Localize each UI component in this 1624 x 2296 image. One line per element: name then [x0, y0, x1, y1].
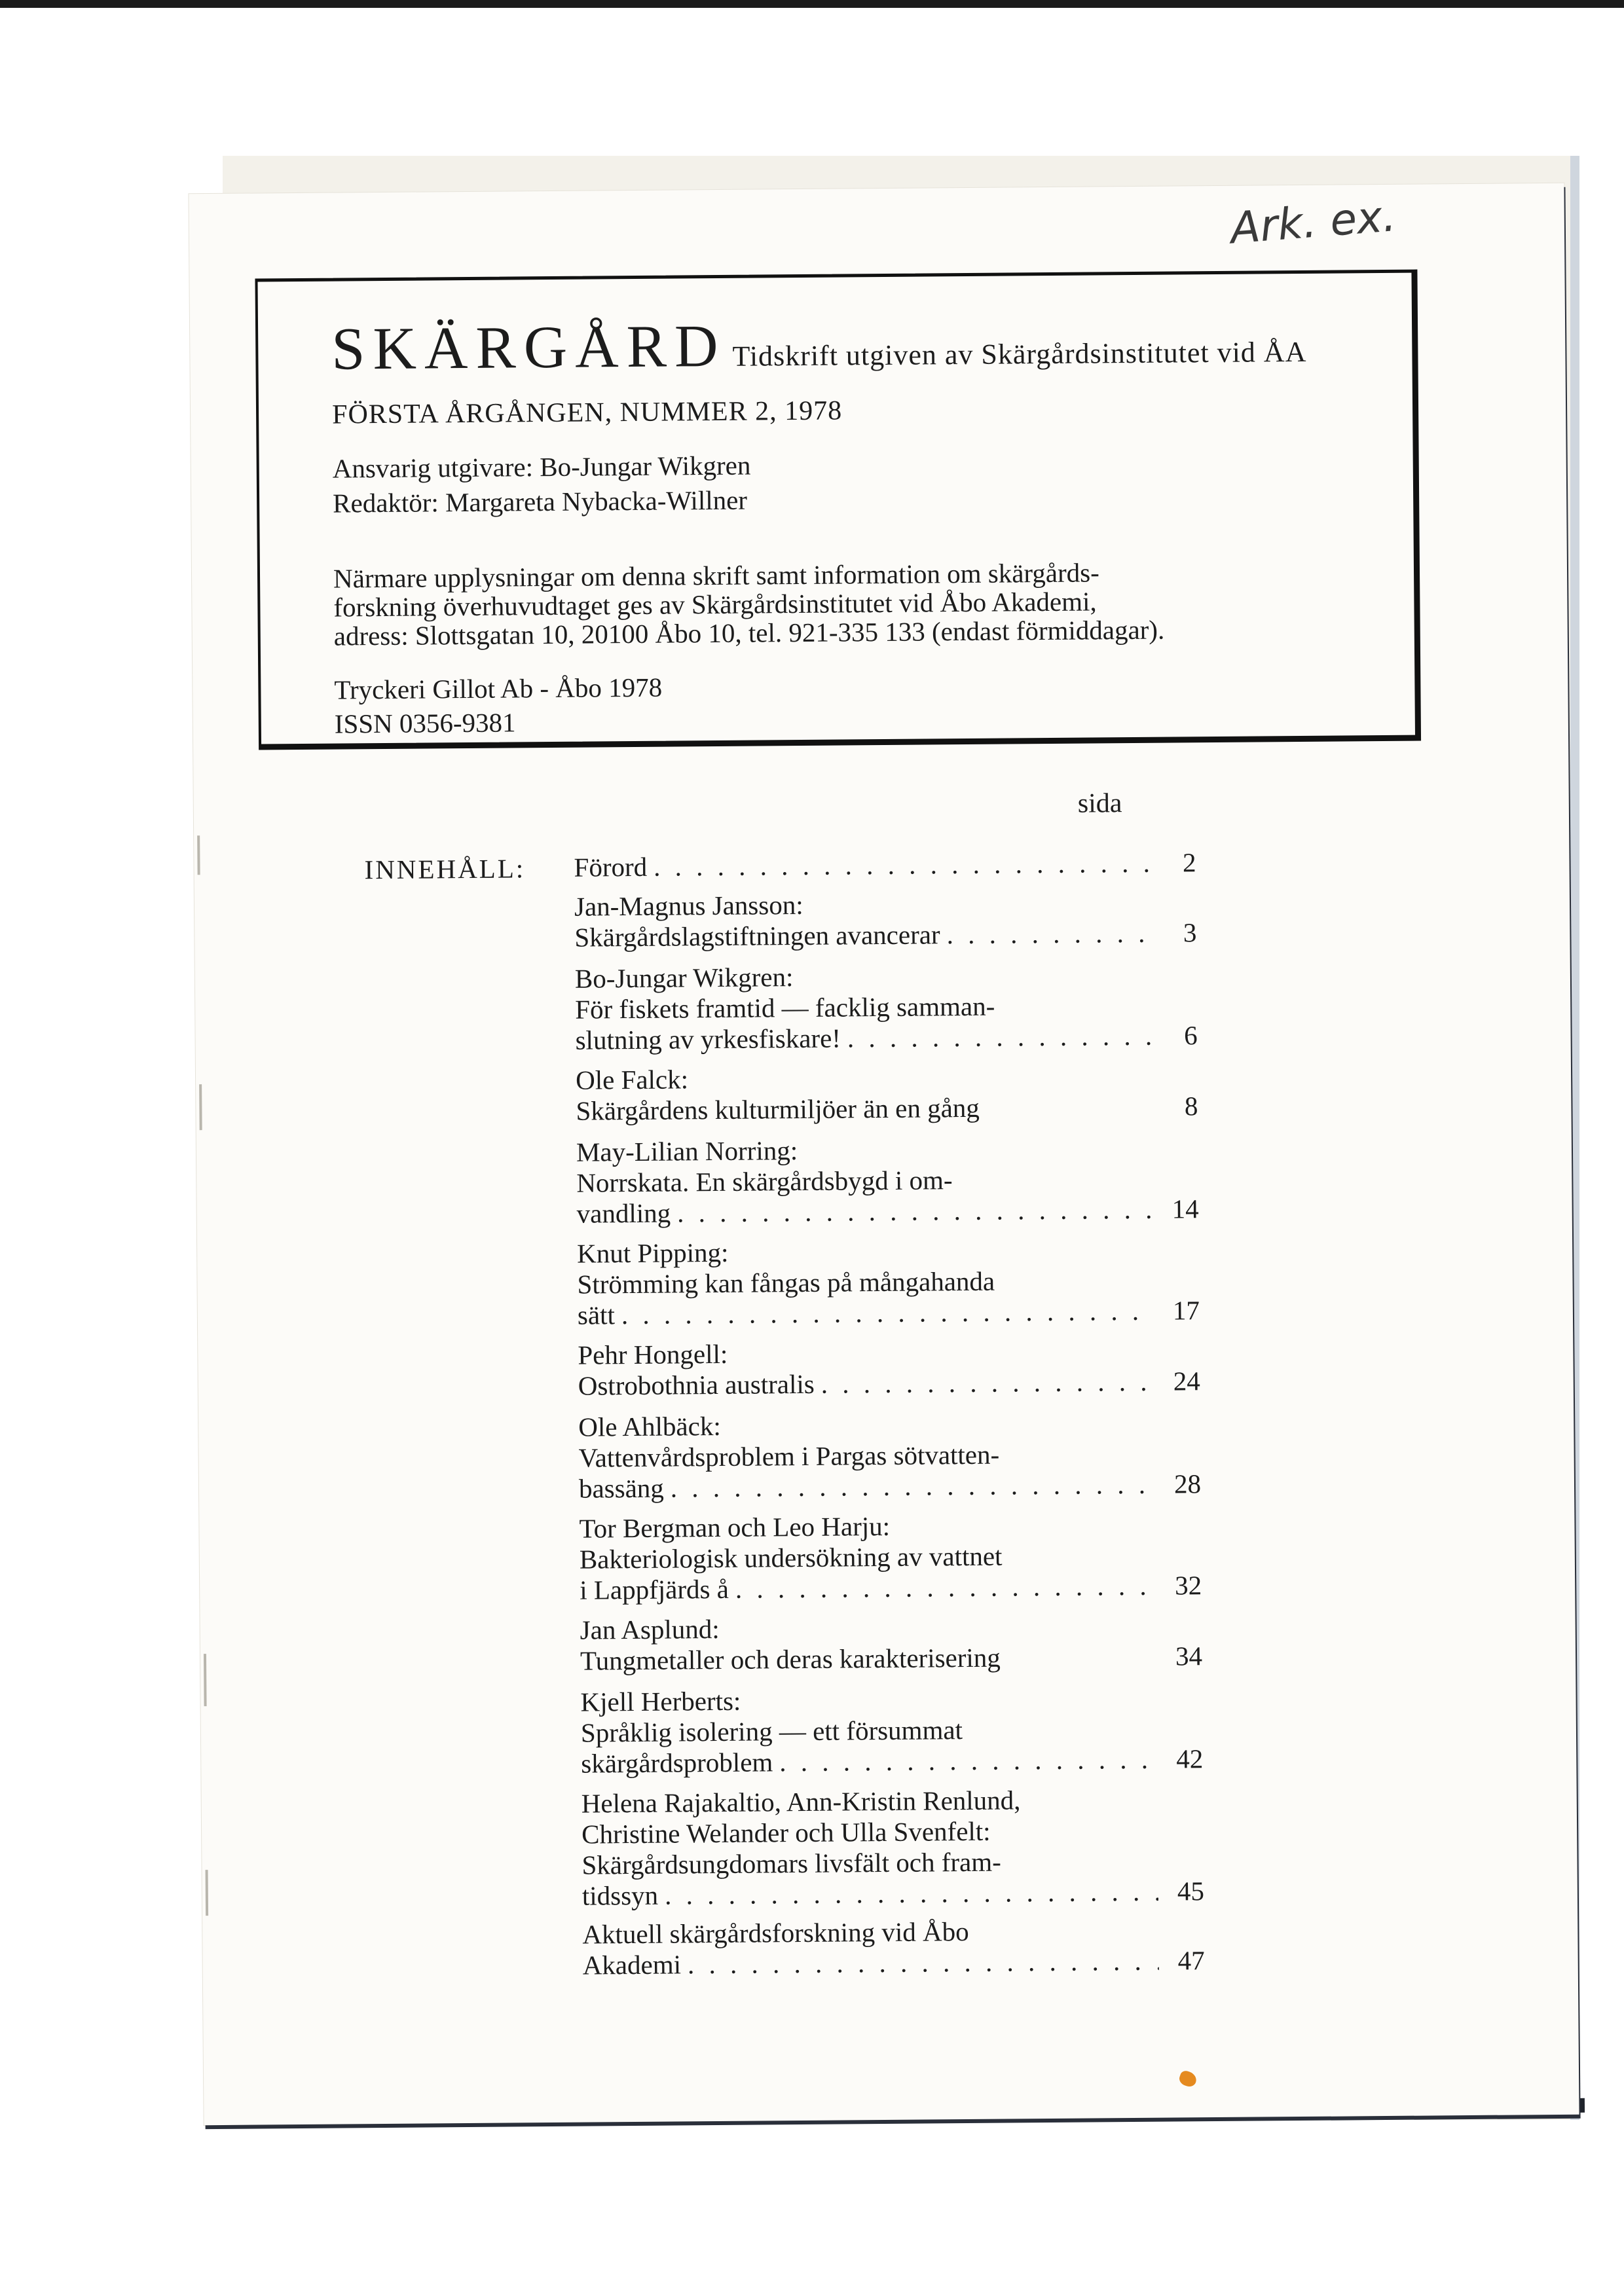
toc-author: Jan-Magnus Jansson: — [574, 889, 803, 922]
toc-entry — [580, 1610, 1203, 1676]
toc-title: Skärgårdslagstiftningen avancerar — [574, 919, 940, 953]
toc-title: Språklig isolering — ett försummat — [580, 1715, 963, 1748]
toc-author: Ole Falck: — [575, 1064, 689, 1095]
toc-entry — [582, 1914, 1205, 1980]
binding-stitch — [199, 1084, 202, 1130]
toc-author: Pehr Hongell: — [578, 1338, 728, 1370]
toc-entry — [580, 1682, 1203, 1779]
leader-dots — [946, 918, 1151, 950]
masthead-box — [255, 270, 1421, 750]
toc-page-number: 14 — [1172, 1194, 1199, 1224]
toc-author: Ole Ahlbäck: — [578, 1410, 721, 1442]
toc-entry — [576, 1132, 1199, 1229]
toc-entry — [576, 1060, 1198, 1126]
toc-author: May-Lilian Norring: — [576, 1135, 798, 1167]
contents-label: INNEHÅLL: — [364, 853, 526, 885]
printer-line: Tryckeri Gillot Ab - Åbo 1978 — [334, 672, 663, 705]
toc-entry — [575, 958, 1198, 1055]
toc-entry — [578, 1407, 1201, 1504]
binding-stitch — [204, 1654, 207, 1706]
leader-dots — [654, 848, 1151, 883]
toc-title: tidssyn — [581, 1880, 659, 1911]
toc-page-number: 3 — [1183, 917, 1197, 948]
toc-page-number: 47 — [1177, 1945, 1205, 1976]
toc-page-number: 17 — [1172, 1295, 1200, 1326]
toc-title: Norrskata. En skärgårdsbygd i om- — [576, 1165, 953, 1198]
toc-title: Akademi — [582, 1949, 682, 1980]
toc-author: Christine Welander och Ulla Svenfelt: — [581, 1815, 991, 1850]
scan-top-edge — [0, 0, 1624, 8]
toc-title: Ostrobothnia australis — [578, 1368, 815, 1401]
info-line: Närmare upplysningar om denna skrift samt information om skärgårds- — [333, 557, 1099, 594]
toc-title: Skärgårdens kulturmiljöer än en gång — [576, 1092, 980, 1126]
toc-page-number: 6 — [1183, 1020, 1198, 1051]
toc-author: Helena Rajakaltio, Ann-Kristin Renlund, — [581, 1785, 1021, 1819]
toc-page-number: 28 — [1173, 1468, 1202, 1499]
leader-dots — [688, 1946, 1159, 1980]
toc-title: För fiskets framtid — facklig samman- — [575, 991, 995, 1025]
toc-title: skärgårdsproblem — [581, 1747, 773, 1779]
toc-entry — [574, 847, 1196, 883]
toc-title: Aktuell skärgårdsforskning vid Åbo — [582, 1916, 969, 1950]
toc-page-number: 2 — [1182, 847, 1196, 878]
toc-title: slutning av yrkesfiskare! — [575, 1023, 841, 1055]
toc-author: Tor Bergman och Leo Harju: — [579, 1510, 891, 1544]
volume-line: FÖRSTA ÅRGÅNGEN, NUMMER 2, 1978 — [331, 395, 843, 430]
info-line: adress: Slottsgatan 10, 20100 Åbo 10, tel. 921-335 133 (endast förmiddagar). — [333, 614, 1165, 651]
toc-title: Tungmetaller och deras karakterisering — [580, 1642, 1001, 1676]
toc-page-number: 45 — [1177, 1876, 1205, 1906]
editor-line: Redaktör: Margareta Nybacka-Willner — [332, 484, 748, 519]
toc-page-number: 34 — [1175, 1641, 1203, 1671]
journal-title: SKÄRGÅRD — [331, 312, 726, 382]
publisher-line: Ansvarig utgivare: Bo-Jungar Wikgren — [332, 450, 751, 484]
leader-dots — [677, 1194, 1153, 1229]
journal-tagline: Tidskrift utgiven av Skärgårdsinstitutet vid ÅA — [732, 335, 1307, 373]
binding-stitch — [197, 835, 200, 875]
leader-dots — [621, 1296, 1154, 1330]
issn-line: ISSN 0356-9381 — [334, 707, 516, 739]
leader-dots — [821, 1366, 1154, 1400]
toc-title: vandling — [576, 1197, 671, 1229]
toc-author: Bo-Jungar Wikgren: — [574, 962, 794, 994]
toc-entry — [578, 1335, 1200, 1401]
leader-dots — [779, 1744, 1157, 1778]
toc-page-number: 8 — [1184, 1091, 1198, 1121]
toc-author: Kjell Herberts: — [580, 1685, 741, 1717]
toc-title: Strömming kan fångas på mångahanda — [577, 1266, 995, 1300]
toc-entry — [579, 1508, 1202, 1605]
leader-dots — [671, 1469, 1156, 1504]
handwritten-note: Ark. ex. — [1228, 191, 1398, 254]
page-column-header: sida — [1077, 788, 1122, 819]
leader-dots — [665, 1876, 1158, 1911]
masthead-title-row — [331, 306, 1307, 384]
toc-entry — [577, 1233, 1200, 1330]
info-line: forskning överhuvudtaget ges av Skärgårdsinstitutet vid Åbo Akademi, — [333, 586, 1097, 623]
orange-stain-mark — [1177, 2069, 1198, 2088]
toc-author: Jan Asplund: — [580, 1613, 720, 1645]
toc-entry — [581, 1783, 1204, 1911]
toc-page-number: 42 — [1176, 1743, 1204, 1774]
toc-title: bassäng — [578, 1472, 664, 1504]
toc-title: Förord — [574, 851, 648, 883]
toc-page-number: 32 — [1175, 1570, 1202, 1601]
binding-stitch — [206, 1870, 209, 1916]
toc-title: Bakteriologisk undersökning av vattnet — [579, 1540, 1003, 1575]
toc-entry — [574, 886, 1197, 953]
leader-dots — [735, 1571, 1156, 1605]
toc-title: Skärgårdsungdomars livsfält och fram- — [581, 1846, 1001, 1880]
toc-author: Knut Pipping: — [576, 1237, 729, 1269]
toc-title: i Lappfjärds å — [580, 1573, 729, 1605]
toc-page-number: 24 — [1173, 1366, 1200, 1396]
toc-title: Vattenvårdsproblem i Pargas sötvatten- — [578, 1439, 1000, 1473]
journal-page — [189, 183, 1579, 2125]
leader-dots — [847, 1021, 1152, 1054]
toc-title: sätt — [577, 1300, 616, 1330]
